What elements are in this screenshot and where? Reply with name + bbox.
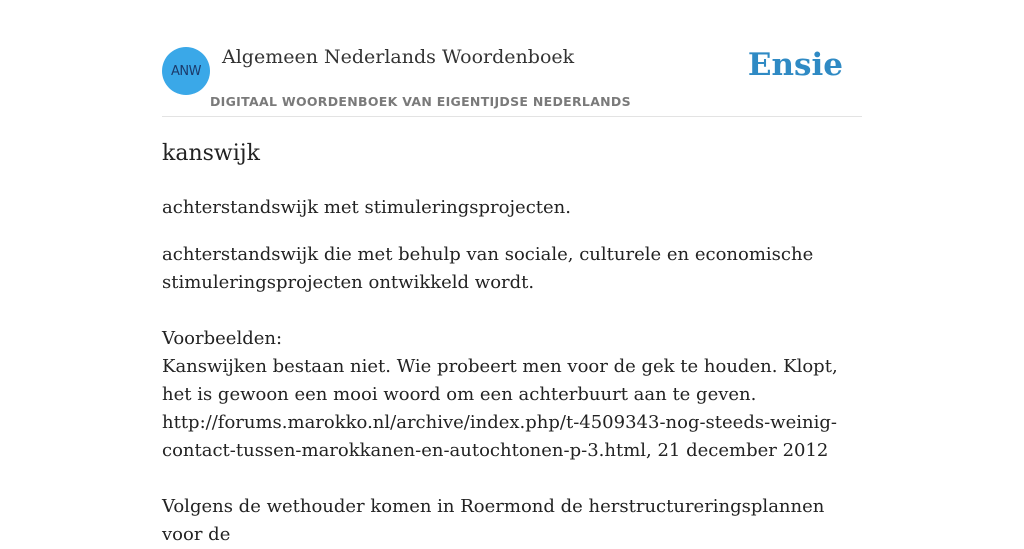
short-definition: achterstandswijk met stimuleringsprojecten. — [162, 197, 571, 218]
site-subtitle: DIGITAAL WOORDENBOEK VAN EIGENTIJDSE NEDERLANDS — [210, 94, 631, 109]
site-header — [162, 0, 862, 117]
headword: kanswijk — [162, 141, 260, 166]
site-title[interactable]: Algemeen Nederlands Woordenboek — [222, 46, 575, 68]
ensie-brand-link[interactable]: Ensie — [747, 47, 843, 83]
example-text: Volgens de wethouder komen in Roermond de herstructureringsplannen voor de — [162, 496, 825, 545]
examples-label: Voorbeelden: — [162, 328, 283, 349]
entry-content — [162, 140, 862, 549]
long-definition: achterstandswijk die met behulp van sociale, culturele en economische stimuleringsprojecten ontwikkeld wordt. — [162, 244, 814, 293]
example-text: Kanswijken bestaan niet. Wie probeert men voor de gek te houden. Klopt, het is gewoon een mooi woord om een achterbuurt aan te geven. http://forums.marokko.nl/archive/index.php/t-4509343-nog-steeds-weinig-contact-tussen-marokkanen-en-autochtonen-p-3.html, 21 december 2012 — [162, 356, 838, 461]
logo-text: ANW — [171, 63, 201, 79]
anw-logo[interactable] — [162, 47, 210, 95]
